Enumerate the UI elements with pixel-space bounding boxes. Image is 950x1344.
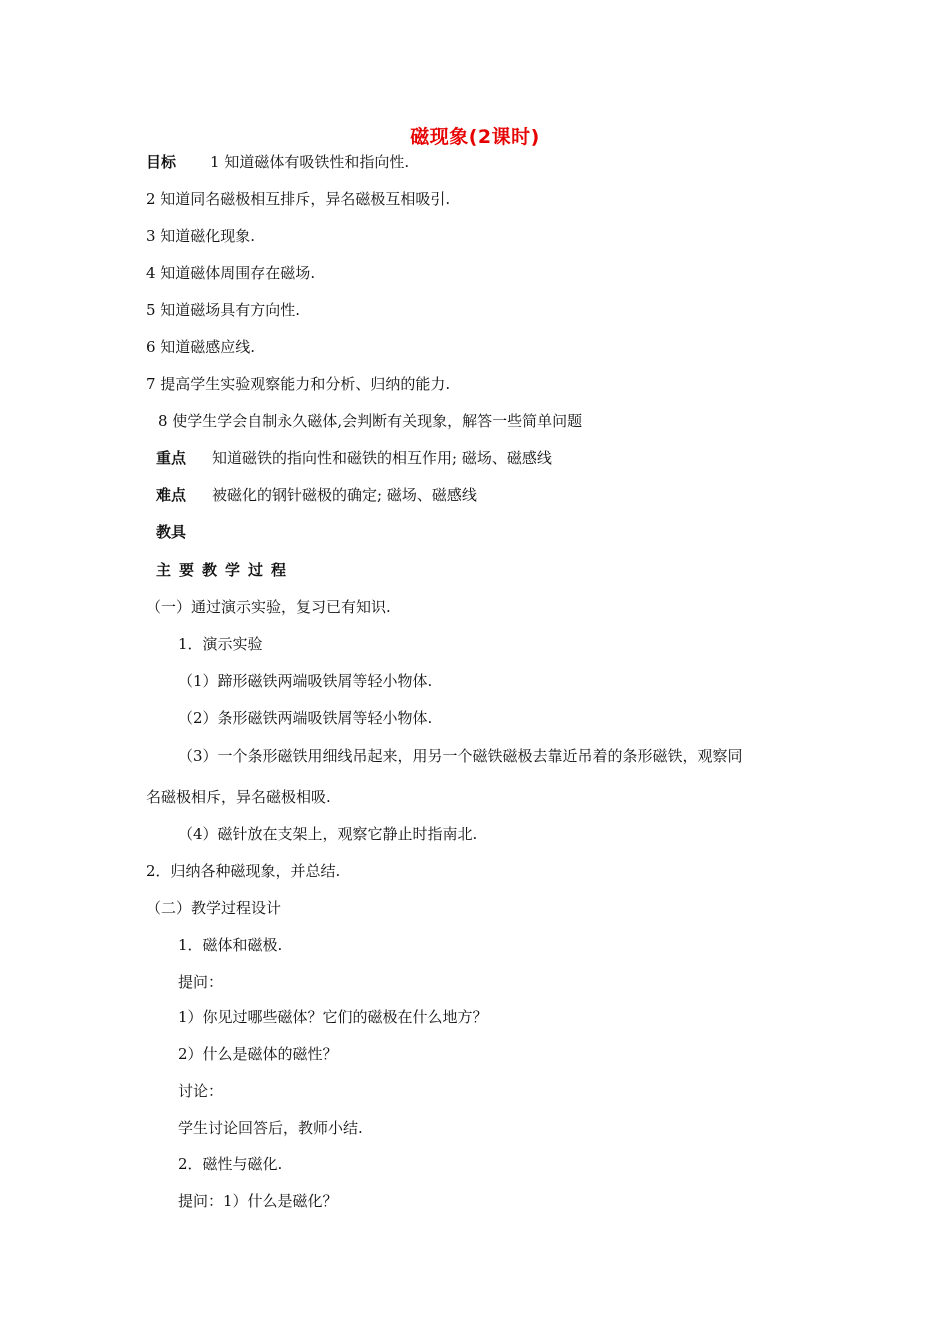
question-1: 1）你见过哪些磁体？它们的磁极在什么地方？	[178, 1008, 488, 1026]
goals-row	[146, 152, 409, 172]
difficulties-text: 被磁化的钢针磁极的确定; 磁场、磁感线	[212, 486, 477, 504]
section1-summary: 2．归纳各种磁现象，并总结.	[146, 862, 341, 880]
section2-item2: 2．磁性与磁化.	[178, 1155, 283, 1173]
key-points-row	[156, 448, 552, 468]
goal-item-5: 5 知道磁场具有方向性.	[146, 301, 301, 319]
goal-item-8: 8 使学生学会自制永久磁体,会判断有关现象，解答一些简单问题	[158, 412, 583, 430]
experiment-2: （2）条形磁铁两端吸铁屑等轻小物体.	[178, 709, 433, 727]
document-title: 磁现象(2课时)	[410, 126, 540, 148]
process-label: 主要教学过程	[156, 561, 295, 579]
goals-label: 目标	[146, 153, 177, 171]
goal-item-7: 7 提高学生实验观察能力和分析、归纳的能力.	[146, 375, 451, 393]
experiment-4: （4）磁针放在支架上，观察它静止时指南北.	[178, 825, 478, 843]
section2-item1: 1．磁体和磁极.	[178, 936, 283, 954]
tools-label: 教具	[156, 523, 187, 541]
experiment-3-line1: （3）一个条形磁铁用细线吊起来，用另一个磁铁磁极去靠近吊着的条形磁铁，观察同	[178, 747, 743, 765]
section1-demo: 1．演示实验	[178, 635, 263, 653]
section2-heading: （二）教学过程设计	[146, 899, 282, 917]
section2-discuss: 讨论：	[178, 1082, 224, 1100]
goal-item-2: 2 知道同名磁极相互排斥，异名磁极互相吸引.	[146, 190, 451, 208]
difficulties-label: 难点	[156, 486, 187, 504]
goal-item-6: 6 知道磁感应线.	[146, 338, 256, 356]
goal-item-4: 4 知道磁体周围存在磁场.	[146, 264, 316, 282]
key-points-text: 知道磁铁的指向性和磁铁的相互作用; 磁场、磁感线	[212, 449, 552, 467]
goal-item-3: 3 知道磁化现象.	[146, 227, 256, 245]
section1-heading: （一）通过演示实验，复习已有知识.	[146, 598, 391, 616]
difficulties-row	[156, 485, 477, 505]
key-points-label: 重点	[156, 449, 187, 467]
section2-ask2: 提问：1）什么是磁化？	[178, 1192, 338, 1210]
section2-discuss-text: 学生讨论回答后，教师小结.	[178, 1119, 363, 1137]
goal-item-1: 1 知道磁体有吸铁性和指向性.	[210, 153, 410, 171]
question-2: 2）什么是磁体的磁性？	[178, 1045, 338, 1063]
section2-ask: 提问：	[178, 973, 224, 991]
experiment-1: （1）蹄形磁铁两端吸铁屑等轻小物体.	[178, 672, 433, 690]
experiment-3-line2: 名磁极相斥，异名磁极相吸.	[146, 788, 331, 806]
